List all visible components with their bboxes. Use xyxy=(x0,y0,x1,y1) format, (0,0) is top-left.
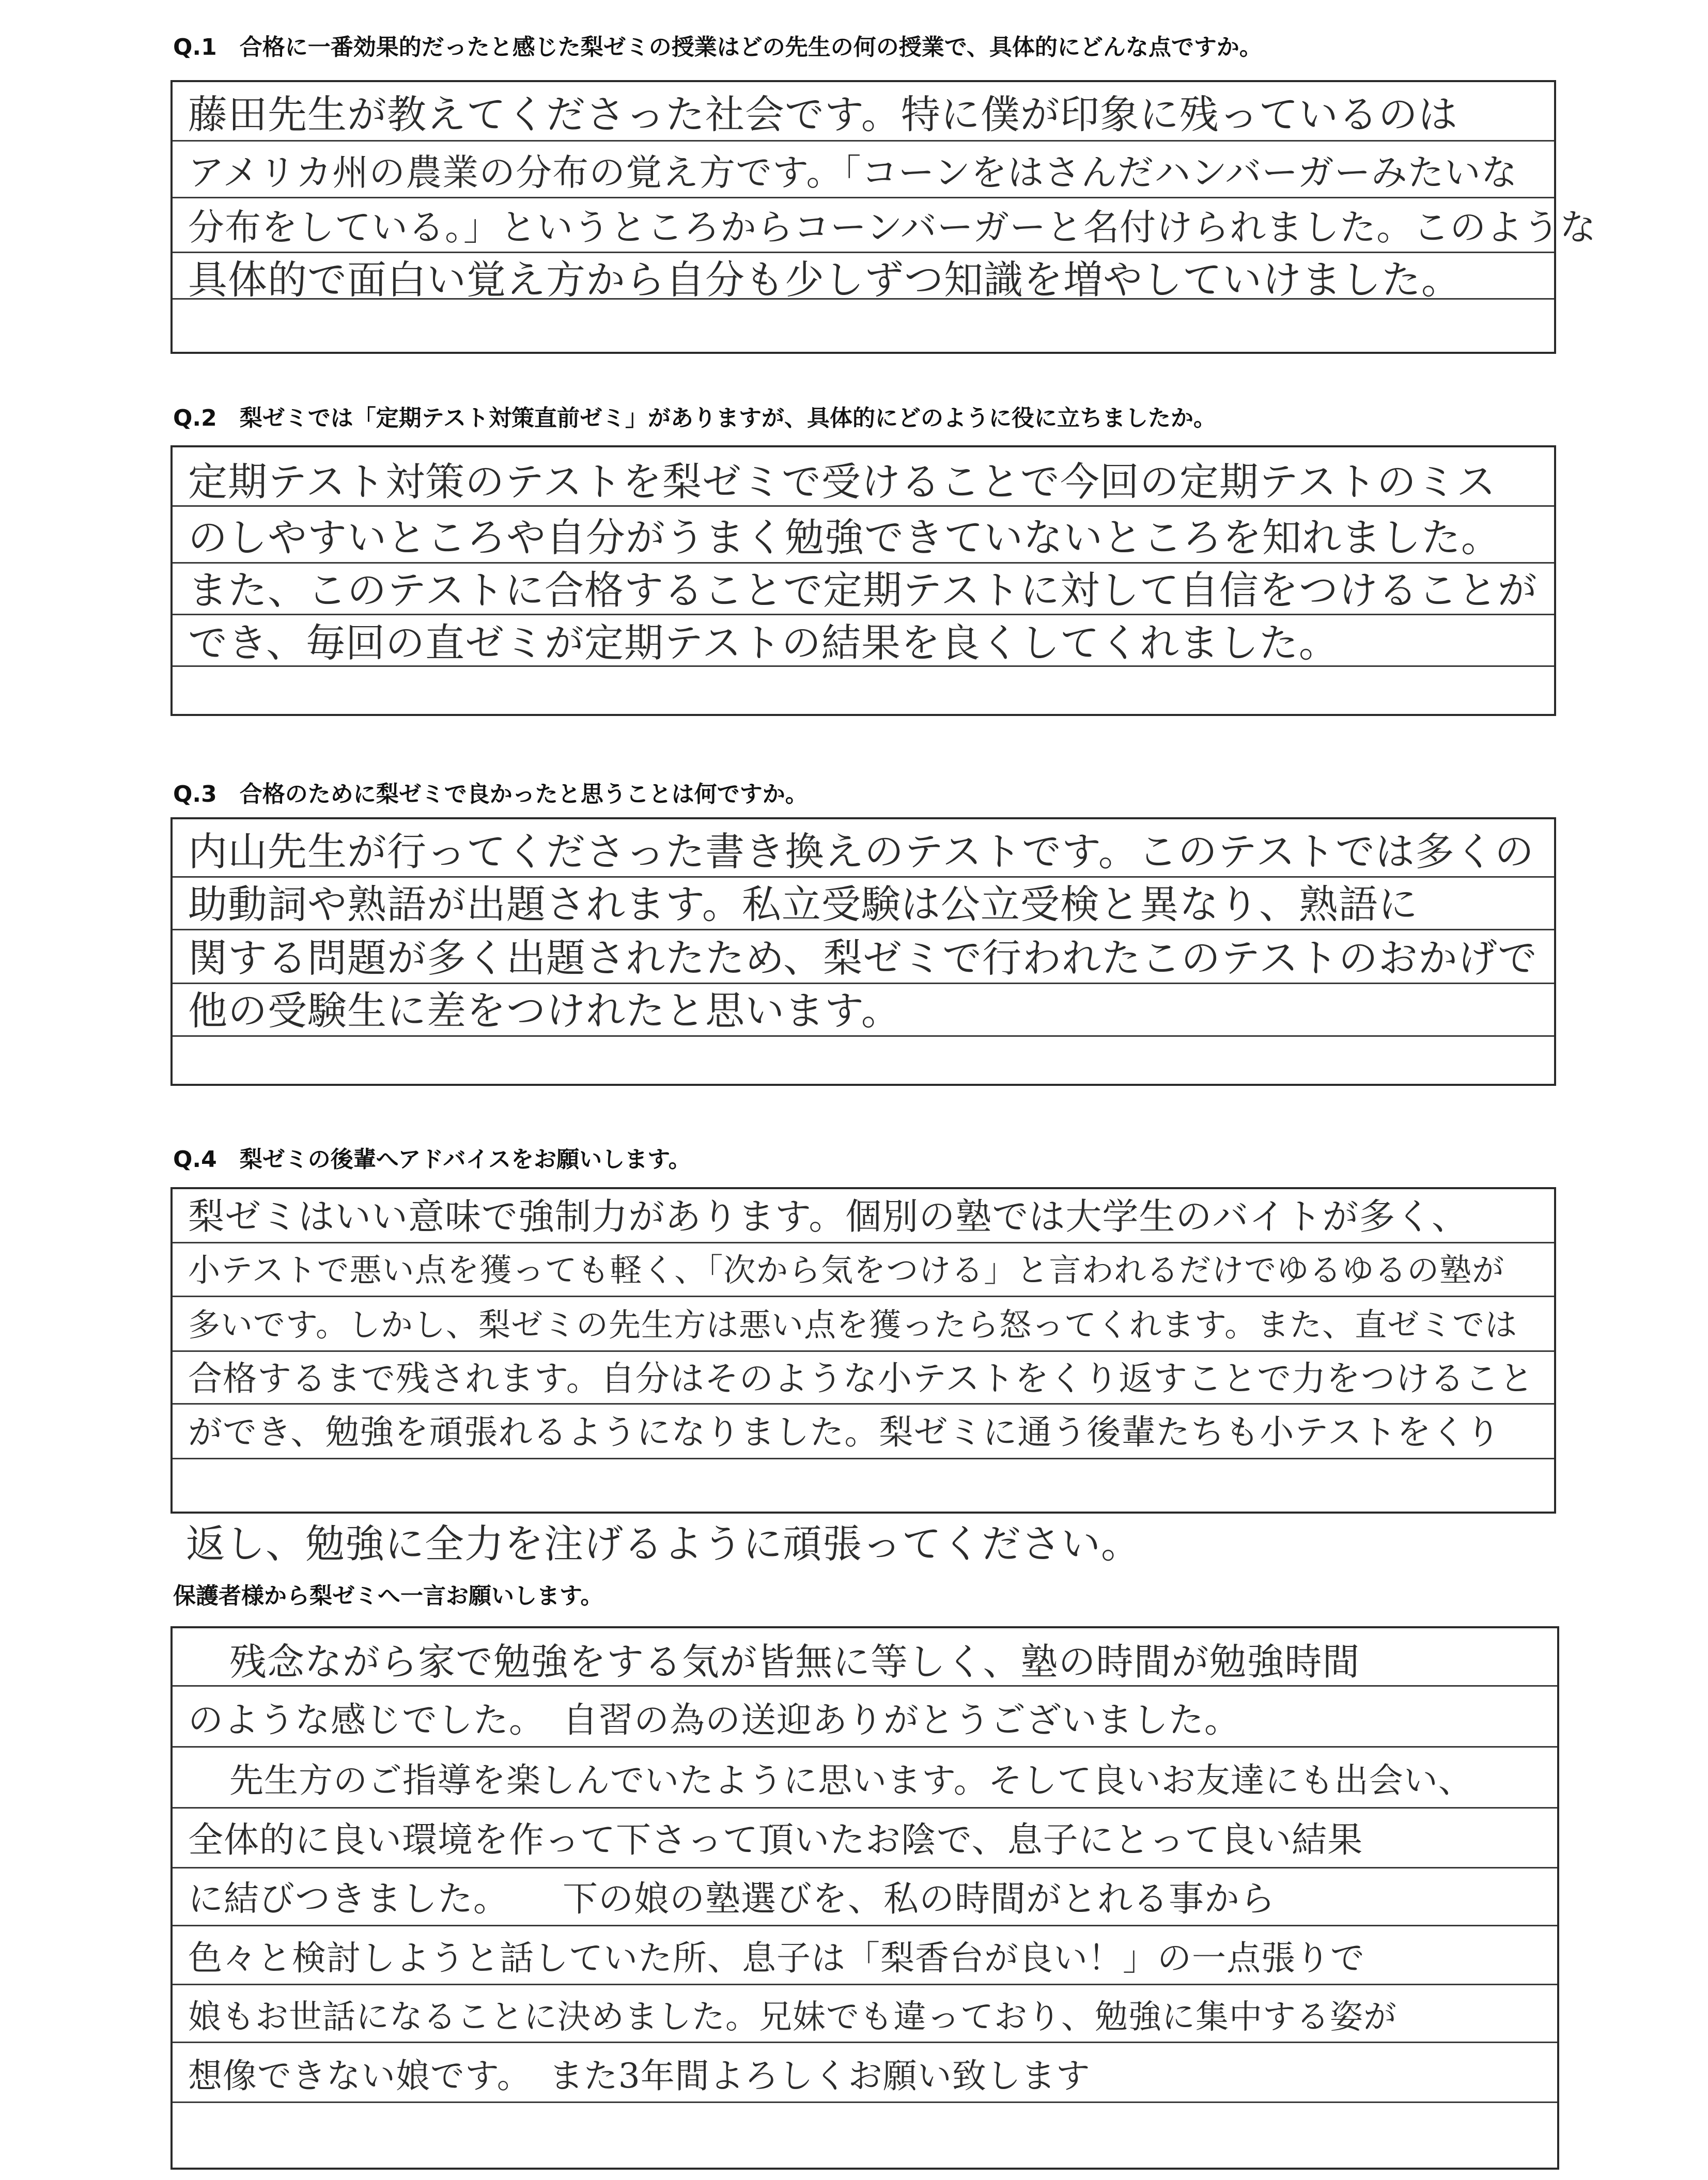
ruled-line xyxy=(173,1746,1557,1748)
handwritten-line: のような感じでした。 自習の為の送迎ありがとうございました。 xyxy=(188,1700,1240,1741)
handwritten-line: ができ、勉強を頑張れるようになりました。梨ゼミに通う後輩たちも小テストをくり xyxy=(188,1412,1501,1452)
ruled-line xyxy=(173,983,1554,984)
handwritten-line: 色々と検討しようと話していた所、息子は「梨香台が良い！」の一点張りで xyxy=(188,1938,1365,1978)
handwritten-line: 助動詞や熟語が出題されます。私立受験は公立受検と異なり、熟語に xyxy=(188,881,1418,927)
handwritten-overflow-line: 返し、勉強に全力を注げるように頑張ってください。 xyxy=(186,1521,1141,1567)
ruled-line xyxy=(173,505,1554,507)
ruled-line xyxy=(173,2042,1557,2043)
handwritten-line: のしやすいところや自分がうまく勉強できていないところを知れました。 xyxy=(188,515,1501,560)
ruled-line xyxy=(173,1925,1557,1926)
question-1-answer-box xyxy=(170,80,1597,354)
handwritten-line: 小テストで悪い点を獲っても軽く、「次から気をつける」と言われるだけでゆるゆるの塾が xyxy=(188,1251,1505,1289)
handwritten-line: 他の受験生に差をつけれたと思います。 xyxy=(188,988,901,1034)
ruled-line xyxy=(173,252,1554,253)
handwritten-line: 残念ながら家で勉強をする気が皆無に等しく、塾の時間が勉強時間 xyxy=(229,1640,1360,1684)
handwritten-line: 藤田先生が教えてくださった社会です。特に僕が印象に残っているのは xyxy=(188,91,1458,137)
ruled-line xyxy=(173,1242,1554,1243)
ruled-line xyxy=(173,929,1554,930)
handwritten-line: 定期テスト対策のテストを梨ゼミで受けることで今回の定期テストのミス xyxy=(188,459,1496,505)
ruled-line xyxy=(173,1296,1554,1297)
handwritten-line: 多いです。しかし、梨ゼミの先生方は悪い点を獲ったら怒ってくれます。また、直ゼミでは xyxy=(188,1306,1518,1344)
ruled-line xyxy=(173,2101,1557,2103)
ruled-line xyxy=(173,140,1554,142)
handwritten-line: 全体的に良い環境を作って下さって頂いたお陰で、息子にとって良い結果 xyxy=(188,1820,1363,1861)
question-2-title: Q.2 梨ゼミでは「定期テスト対策直前ゼミ」がありますが、具体的にどのように役に立ちましたか。 xyxy=(173,405,1216,431)
parent-comment-title: 保護者様から梨ゼミへ一言お願いします。 xyxy=(173,1583,603,1609)
ruled-line xyxy=(173,1984,1557,1985)
ruled-line xyxy=(173,1350,1554,1352)
ruled-line xyxy=(173,1403,1554,1405)
ruled-line xyxy=(173,1458,1554,1459)
question-1-title: Q.1 合格に一番効果的だったと感じた梨ゼミの授業はどの先生の何の授業で、具体的にどんな点ですか。 xyxy=(173,34,1262,60)
ruled-line xyxy=(173,562,1554,564)
handwritten-line: 内山先生が行ってくださった書き換えのテストです。このテストでは多くの xyxy=(188,829,1534,875)
handwritten-line: 想像できない娘です。 また3年間よろしくお願い致します xyxy=(188,2056,1091,2096)
handwritten-line: 合格するまで残されます。自分はそのような小テストをくり返すことで力をつけること xyxy=(188,1359,1534,1398)
ruled-line xyxy=(173,1035,1554,1037)
handwritten-line: に結びつきました。 下の娘の塾選びを、私の時間がとれる事から xyxy=(188,1879,1276,1920)
handwritten-line: 関する問題が多く出題されたため、梨ゼミで行われたこのテストのおかげで xyxy=(188,935,1538,981)
ruled-line xyxy=(173,1867,1557,1868)
handwritten-line: また、このテストに合格することで定期テストに対して自信をつけることが xyxy=(188,567,1538,613)
handwritten-line: アメリカ州の農業の分布の覚え方です。「コーンをはさんだハンバーガーみたいな xyxy=(188,151,1518,194)
question-4-answer-box xyxy=(170,1187,1556,1514)
question-3-title: Q.3 合格のために梨ゼミで良かったと思うことは何ですか。 xyxy=(173,781,808,807)
parent-comment-box xyxy=(170,1626,1559,2170)
ruled-line xyxy=(173,1807,1557,1809)
ruled-line xyxy=(173,1685,1557,1687)
question-2-answer-box xyxy=(170,445,1556,716)
handwritten-line: でき、毎回の直ゼミが定期テストの結果を良くしてくれました。 xyxy=(188,620,1339,666)
handwritten-line: 具体的で面白い覚え方から自分も少しずつ知識を増やしていけました。 xyxy=(188,257,1461,303)
handwritten-line: 先生方のご指導を楽しんでいたように思います。そして良いお友達にも出会い、 xyxy=(229,1761,1473,1800)
handwritten-line: 娘もお世話になることに決めました。兄妹でも違っており、勉強に集中する姿が xyxy=(188,1998,1397,2036)
question-3-answer-box xyxy=(170,817,1556,1086)
ruled-line xyxy=(173,614,1554,615)
handwritten-line: 分布をしている。」というところからコーンバーガーと名付けられました。このような xyxy=(188,206,1597,248)
handwritten-line: 梨ゼミはいい意味で強制力があります。個別の塾では大学生のバイトが多く、 xyxy=(188,1195,1468,1238)
question-4-title: Q.4 梨ゼミの後輩へアドバイスをお願いします。 xyxy=(173,1146,691,1173)
ruled-line xyxy=(173,197,1554,198)
ruled-line xyxy=(173,876,1554,878)
